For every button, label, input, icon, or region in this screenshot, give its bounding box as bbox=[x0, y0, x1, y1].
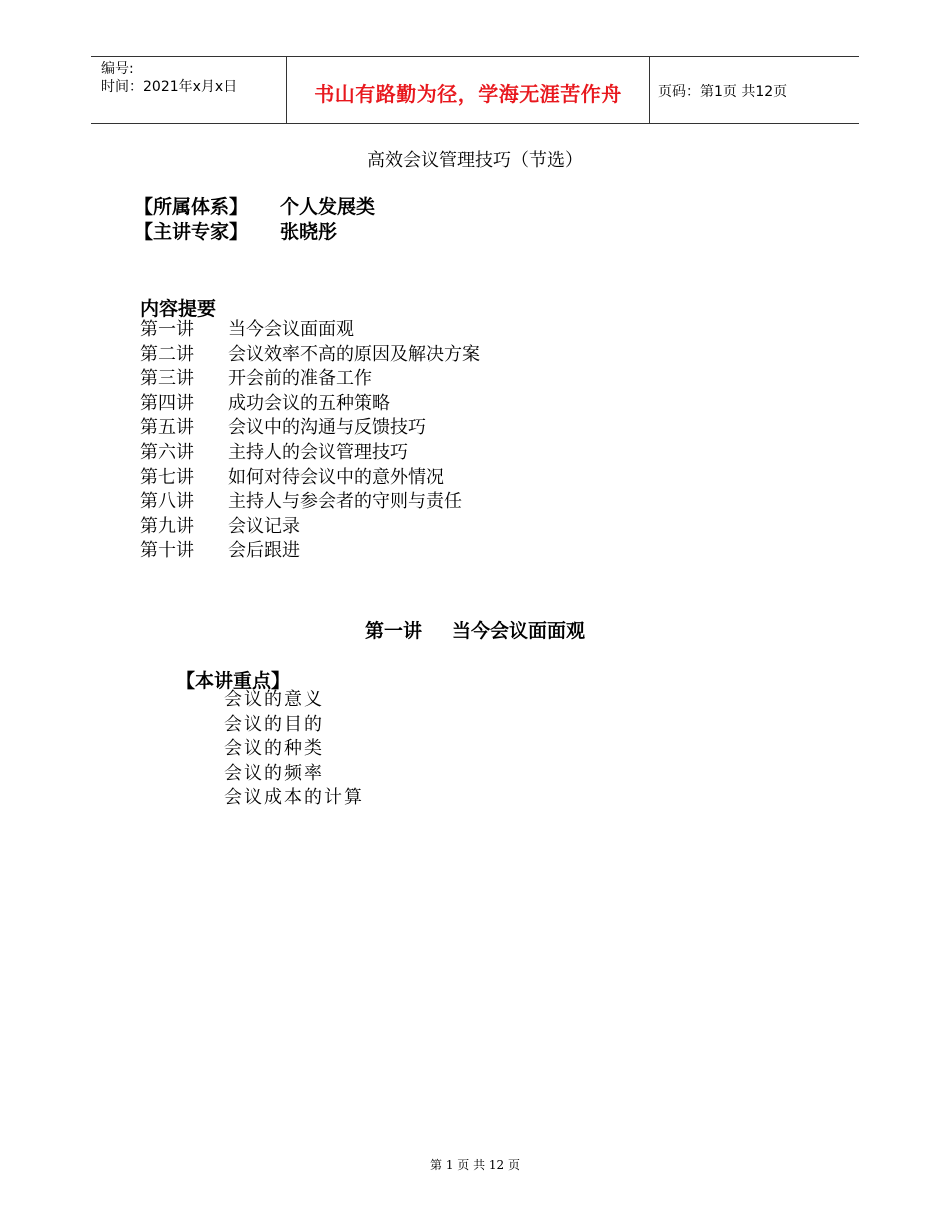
list-item: 会议成本的计算 bbox=[224, 787, 364, 809]
toc-item bbox=[140, 466, 480, 491]
key-points-list bbox=[224, 688, 364, 811]
toc-item-title: 主持人的会议管理技巧 bbox=[228, 441, 408, 463]
list-item: 会议的意义 bbox=[224, 689, 324, 710]
toc-item-number: 第十讲 bbox=[140, 540, 194, 562]
toc-item-number: 第七讲 bbox=[140, 466, 194, 488]
toc-item-title: 开会前的准备工作 bbox=[228, 368, 372, 390]
document-meta bbox=[134, 195, 376, 245]
page-footer: 第 1 页 共 12 页 bbox=[430, 1158, 520, 1172]
header-motto-cell bbox=[287, 57, 650, 123]
toc-item-number: 第一讲 bbox=[140, 319, 194, 340]
toc-item-number: 第六讲 bbox=[140, 441, 194, 463]
toc-item-number: 第四讲 bbox=[140, 392, 194, 414]
toc-item-title: 主持人与参会者的守则与责任 bbox=[228, 491, 462, 513]
key-points-heading: 【本讲重点】 bbox=[176, 670, 291, 692]
toc-item bbox=[140, 343, 480, 368]
time-label: 时间：2021年x月x日 bbox=[101, 79, 238, 95]
toc-item-number: 第五讲 bbox=[140, 417, 194, 439]
toc-item-title: 会后跟进 bbox=[228, 540, 300, 562]
category-label: 【所属体系】 bbox=[134, 196, 249, 218]
lecture-number: 第一讲 bbox=[364, 620, 422, 642]
lecture-title: 当今会议面面观 bbox=[452, 620, 586, 642]
toc-item bbox=[140, 539, 480, 564]
list-item: 会议的目的 bbox=[224, 713, 324, 735]
lecture-heading bbox=[0, 616, 950, 643]
list-item: 会议的种类 bbox=[224, 738, 324, 760]
toc-item-title: 成功会议的五种策略 bbox=[228, 392, 390, 414]
toc-item bbox=[140, 392, 480, 417]
toc-heading: 内容提要 bbox=[140, 298, 217, 320]
toc-item-title: 会议效率不高的原因及解决方案 bbox=[228, 343, 480, 365]
header-left-cell bbox=[91, 57, 287, 123]
page-header bbox=[91, 56, 859, 124]
header-page-cell bbox=[650, 57, 859, 123]
page-info: 页码：第1页 共12页 bbox=[658, 84, 788, 100]
list-item: 会议的频率 bbox=[224, 762, 324, 784]
toc-item-number: 第九讲 bbox=[140, 515, 194, 537]
toc-item bbox=[140, 318, 480, 343]
category-value: 个人发展类 bbox=[280, 196, 376, 218]
toc-item bbox=[140, 416, 480, 441]
toc-item-number: 第二讲 bbox=[140, 343, 194, 365]
expert-value: 张晓彤 bbox=[280, 221, 338, 243]
serial-label: 编号: bbox=[101, 61, 134, 77]
motto-text: 书山有路勤为径，学海无涯苦作舟 bbox=[314, 81, 622, 106]
toc-item-title: 会议中的沟通与反馈技巧 bbox=[228, 417, 426, 439]
expert-label: 【主讲专家】 bbox=[134, 221, 249, 243]
toc-item-title: 会议记录 bbox=[228, 515, 300, 537]
document-title: 高效会议管理技巧（节选） bbox=[367, 150, 583, 171]
toc-item bbox=[140, 441, 480, 466]
toc-item-number: 第八讲 bbox=[140, 491, 194, 513]
toc-item-title: 当今会议面面观 bbox=[228, 319, 354, 340]
toc-item bbox=[140, 490, 480, 515]
meta-category-row bbox=[134, 195, 376, 220]
toc-item bbox=[140, 367, 480, 392]
toc-item bbox=[140, 515, 480, 540]
toc-item-number: 第三讲 bbox=[140, 368, 194, 390]
toc-list bbox=[140, 318, 480, 564]
toc-item-title: 如何对待会议中的意外情况 bbox=[228, 466, 444, 488]
meta-expert-row bbox=[134, 220, 375, 245]
